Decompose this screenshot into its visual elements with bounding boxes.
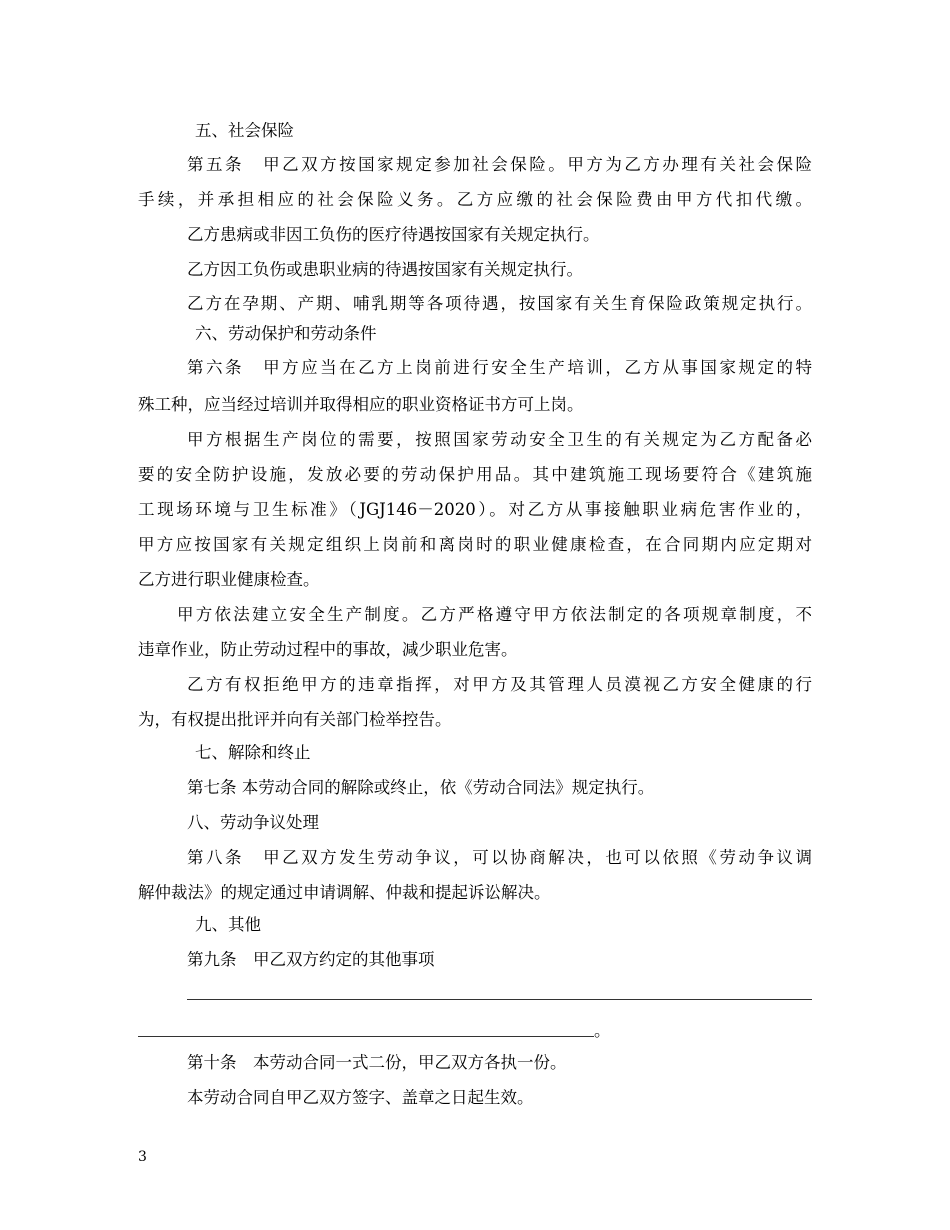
section-heading-dispute: 八、劳动争议处理 (187, 813, 319, 832)
safety-paragraph-line-3: 工现场环境与卫生标准》（JGJ146－2020）。对乙方从事接触职业病危害作业的， (138, 500, 812, 519)
paragraph-medical-treatment: 乙方患病或非因工负伤的医疗待遇按国家有关规定执行。 (187, 225, 600, 244)
article-8-line-2: 解仲裁法》的规定通过申请调解、仲裁和提起诉讼解决。 (138, 883, 551, 902)
article-7: 第七条 本劳动合同的解除或终止，依《劳动合同法》规定执行。 (187, 778, 655, 797)
safety-paragraph-line-5: 乙方进行职业健康检查。 (138, 570, 320, 589)
section-heading-labor-protection: 六、劳动保护和劳动条件 (195, 324, 377, 343)
page-number: 3 (138, 1149, 147, 1165)
article-9: 第九条 甲乙双方约定的其他事项 (187, 950, 435, 969)
section-heading-other: 九、其他 (195, 915, 261, 934)
refusal-right-line-2: 为，有权提出批评并向有关部门检举控告。 (138, 710, 452, 729)
safety-paragraph-line-4: 甲方应按国家有关规定组织上岗前和离岗时的职业健康检查，在合同期内应定期对 (138, 535, 812, 554)
paragraph-work-injury: 乙方因工负伤或患职业病的待遇按国家有关规定执行。 (187, 260, 583, 279)
safety-paragraph-line-2: 要的安全防护设施，发放必要的劳动保护用品。其中建筑施工现场要符合《建筑施 (138, 465, 812, 484)
blank-end-punctuation: 。 (594, 1021, 611, 1040)
article-10: 第十条 本劳动合同一式二份，甲乙双方各执一份。 (187, 1053, 567, 1072)
article-6-line-1: 第六条 甲方应当在乙方上岗前进行安全生产培训，乙方从事国家规定的特 (187, 358, 812, 377)
refusal-right-line-1: 乙方有权拒绝甲方的违章指挥，对甲方及其管理人员漠视乙方安全健康的行 (187, 675, 812, 694)
blank-fill-line-1 (187, 999, 812, 1000)
article-5-line-1: 第五条 甲乙双方按国家规定参加社会保险。甲方为乙方办理有关社会保险 (187, 155, 812, 174)
article-6-line-2: 殊工种，应当经过培训并取得相应的职业资格证书方可上岗。 (138, 395, 584, 414)
blank-fill-line-2 (138, 1036, 594, 1037)
section-heading-social-insurance: 五、社会保险 (195, 121, 294, 140)
safety-paragraph-line-1: 甲方根据生产岗位的需要，按照国家劳动安全卫生的有关规定为乙方配备必 (187, 430, 812, 449)
section-heading-termination: 七、解除和终止 (195, 743, 311, 762)
safety-system-line-1: 甲方依法建立安全生产制度。乙方严格遵守甲方依法制定的各项规章制度，不 (177, 605, 812, 624)
article-8-line-1: 第八条 甲乙双方发生劳动争议，可以协商解决，也可以依照《劳动争议调 (187, 848, 812, 867)
effective-clause: 本劳动合同自甲乙双方签字、盖章之日起生效。 (187, 1088, 534, 1107)
paragraph-maternity: 乙方在孕期、产期、哺乳期等各项待遇，按国家有关生育保险政策规定执行。 (187, 294, 812, 313)
safety-system-line-2: 违章作业，防止劳动过程中的事故，减少职业危害。 (138, 640, 518, 659)
article-5-line-2: 手续，并承担相应的社会保险义务。乙方应缴的社会保险费由甲方代扣代缴。 (138, 190, 812, 209)
